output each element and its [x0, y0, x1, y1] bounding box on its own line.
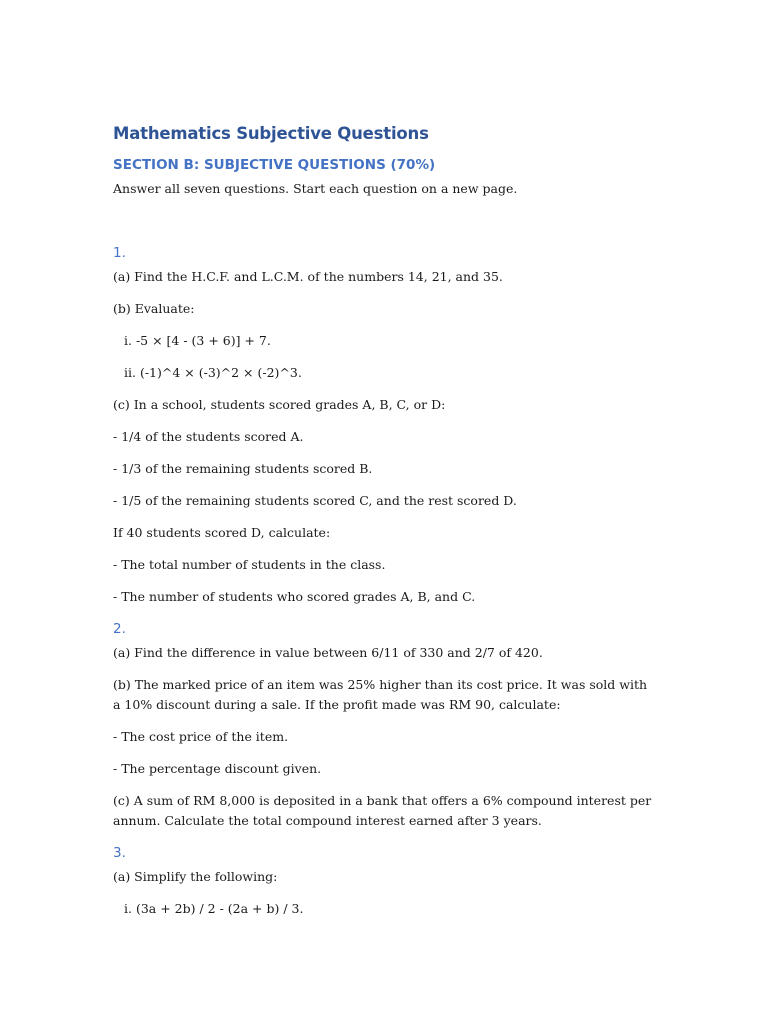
question-line: (a) Simplify the following:: [113, 869, 278, 884]
question-line: (a) Find the H.C.F. and L.C.M. of the numbers 14, 21, and 35.: [113, 269, 503, 284]
question-line: - The number of students who scored grades A, B, and C.: [113, 589, 476, 604]
question-2: [113, 619, 653, 831]
question-3: [113, 843, 653, 919]
question-line: (c) In a school, students scored grades A, B, C, or D:: [113, 397, 446, 412]
question-line: If 40 students scored D, calculate:: [113, 525, 331, 540]
question-line: i. (3a + 2b) / 2 - (2a + b) / 3.: [124, 901, 304, 916]
question-line: - 1/4 of the students scored A.: [113, 429, 304, 444]
question-line: ii. (-1)^4 × (-3)^2 × (-2)^3.: [124, 365, 302, 380]
instructions-text: Answer all seven questions. Start each question on a new page.: [113, 181, 518, 196]
question-line: (c) A sum of RM 8,000 is deposited in a bank that offers a 6% compound interest per annum. Calculate the total compound interest earned after 3 years.: [113, 793, 652, 828]
question-number: 3.: [113, 845, 126, 861]
question-line: - 1/5 of the remaining students scored C, and the rest scored D.: [113, 493, 517, 508]
question-line: (b) Evaluate:: [113, 301, 195, 316]
document-title: Mathematics Subjective Questions: [113, 124, 429, 143]
question-line: - 1/3 of the remaining students scored B.: [113, 461, 373, 476]
section-heading: SECTION B: SUBJECTIVE QUESTIONS (70%): [113, 157, 436, 173]
document-body: [113, 124, 653, 931]
question-number: 2.: [113, 621, 126, 637]
question-number: 1.: [113, 245, 126, 261]
question-line: i. -5 × [4 - (3 + 6)] + 7.: [124, 333, 271, 348]
question-line: - The total number of students in the class.: [113, 557, 386, 572]
question-line: - The cost price of the item.: [113, 729, 289, 744]
question-line: - The percentage discount given.: [113, 761, 322, 776]
question-1: [113, 243, 653, 607]
question-line: (a) Find the difference in value between 6/11 of 330 and 2/7 of 420.: [113, 645, 543, 660]
question-line: (b) The marked price of an item was 25% higher than its cost price. It was sold with a 10% discount during a sale. If the profit made was RM 90, calculate:: [113, 677, 648, 712]
